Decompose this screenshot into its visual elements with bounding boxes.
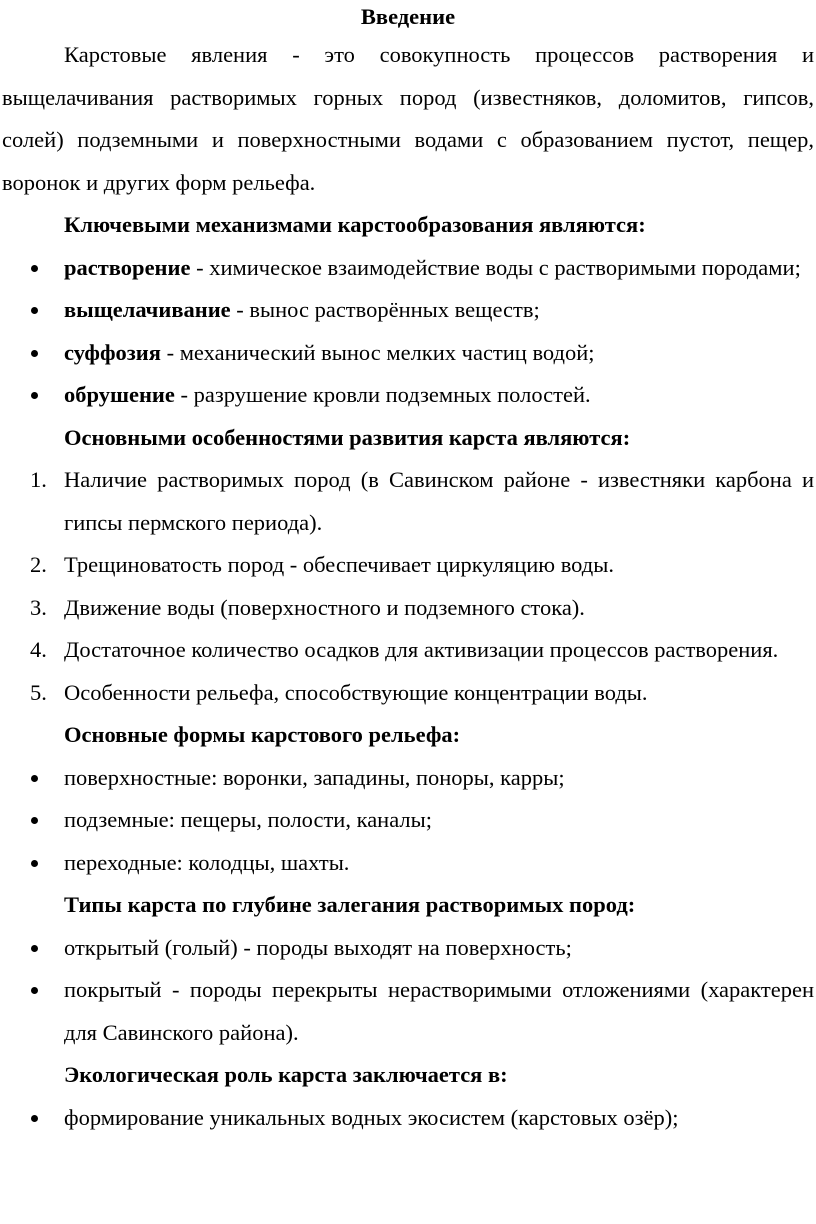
bullet-icon [31,1115,38,1122]
definition: - химическое взаимодействие воды с растворимыми породами; [190,254,801,280]
page-title: Введение [360,4,456,29]
list-item [2,842,814,885]
types-list [2,927,814,1055]
list-item [2,374,814,417]
term: растворение [64,254,191,280]
list-item [2,757,814,800]
list-item [2,459,814,544]
definition: - механический вынос мелких частиц водой; [160,339,595,365]
list-item [2,587,814,630]
list-item [2,332,814,375]
bullet-icon [31,945,38,952]
term: обрушение [64,382,175,407]
forms-list [2,757,814,885]
item-text: открытый (голый) - породы выходят на поверхность; [64,934,572,960]
list-item [2,799,814,842]
item-text: формирование уникальных водных экосистем (карстовых озёр); [64,1104,679,1130]
item-text: поверхностные: воронки, западины, поноры, карры; [64,764,565,790]
features-heading: Основными особенностями развития карста являются: [64,424,631,450]
item-text: Особенности рельефа, способствующие концентрации воды. [64,679,648,705]
item-number: 3. [30,594,47,620]
list-item [2,1097,814,1140]
item-number: 4. [30,637,47,662]
mechanisms-heading: Ключевыми механизмами карстообразования являются: [64,212,646,237]
list-item [2,672,814,715]
ecology-heading: Экологическая роль карста заключается в: [64,1062,508,1087]
list-item [2,247,814,290]
term: суффозия [64,339,161,365]
intro-paragraph: Карстовые явления - это совокупность процессов растворения и выщелачивания растворимых горных пород (известняков, доломитов, гипсов, солей) подземными и поверхностными водами с образованием пустот, пещер, воронок и других форм рельефа. [2,42,814,195]
definition: - разрушение кровли подземных полостей. [174,382,591,407]
list-item [2,969,814,1054]
bullet-icon [31,350,38,357]
item-text: Движение воды (поверхностного и подземного стока). [64,594,585,620]
bullet-icon [31,987,38,994]
forms-heading: Основные формы карстового рельефа: [64,722,461,747]
term: выщелачивание [64,297,231,322]
item-number: 5. [30,679,47,705]
bullet-icon [31,775,38,782]
item-text: переходные: колодцы, шахты. [64,849,350,875]
bullet-icon [31,265,38,272]
item-text: Трещиноватость пород - обеспечивает циркуляцию воды. [64,552,614,577]
item-text: подземные: пещеры, полости, каналы; [64,807,432,832]
types-heading: Типы карста по глубине залегания растворимых пород: [64,892,636,917]
list-item [2,544,814,587]
list-item [2,289,814,332]
item-text: покрытый - породы перекрыты нерастворимыми отложениями (характерен для Савинского района). [64,977,814,1045]
mechanisms-list [2,247,814,417]
item-number: 2. [30,552,47,577]
item-text: Наличие растворимых пород (в Савинском районе - известняки карбона и гипсы пермского периода). [64,467,814,535]
bullet-icon [31,817,38,824]
features-list [2,459,814,714]
item-number: 1. [30,467,47,492]
bullet-icon [31,860,38,867]
item-text: Достаточное количество осадков для активизации процессов растворения. [64,637,779,662]
list-item [2,927,814,970]
list-item [2,629,814,672]
definition: - вынос растворённых веществ; [230,297,540,322]
bullet-icon [31,392,38,399]
bullet-icon [31,307,38,314]
ecology-list [2,1097,814,1140]
